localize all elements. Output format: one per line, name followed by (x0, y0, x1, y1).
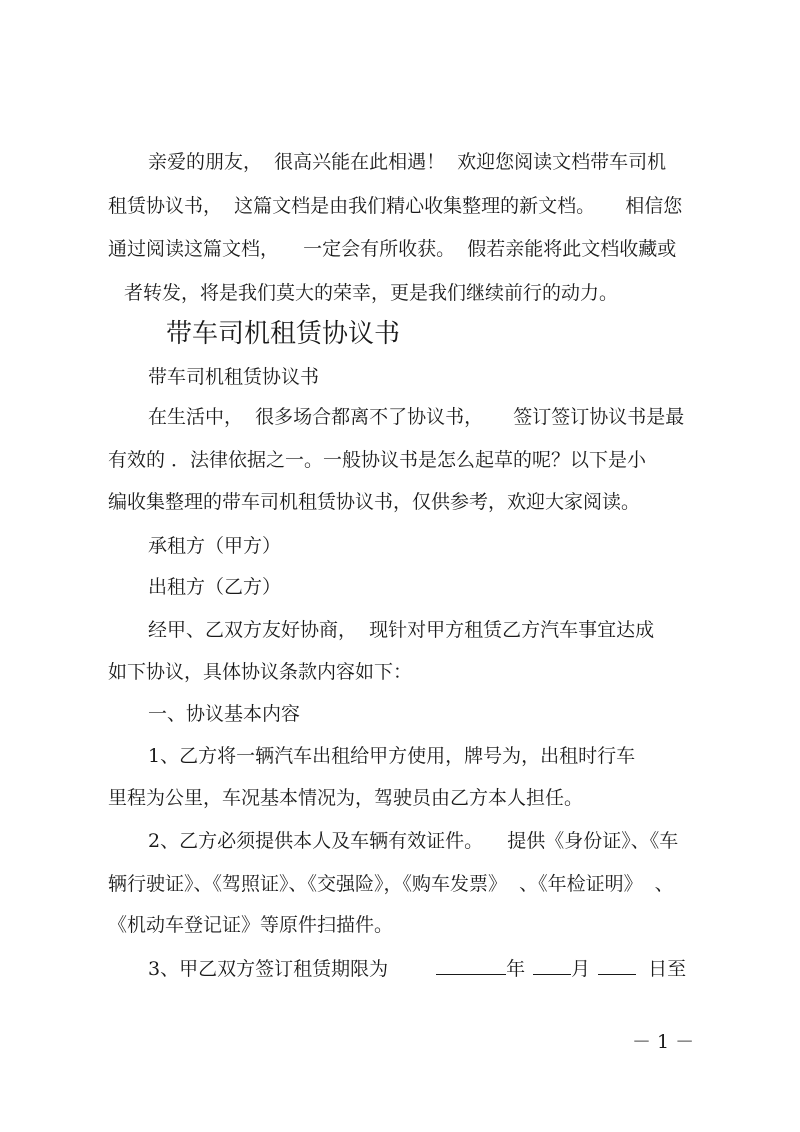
day-blank (598, 956, 636, 975)
day-to-label: 日至 (648, 958, 687, 980)
document-subtitle: 带车司机租赁协议书 (148, 366, 320, 388)
body-line-2: 有效的 ．法律依据之一。一般协议书是怎么起草的呢？以下是小 (108, 449, 647, 471)
clause-3-line (148, 956, 686, 981)
body-line-13: 《机动车登记证》等原件扫描件。 (108, 914, 394, 936)
clause-3-text: 3、甲乙双方签订租赁期限为 (148, 958, 389, 980)
page-number: － 1 － (632, 1031, 695, 1053)
month-label: 月 (571, 958, 591, 980)
body-line-12: 辆行驶证》、《驾照证》、《交强险》，《购车发票》 、《年检证明》 、 (108, 873, 674, 895)
body-line-10: 里程为公里，车况基本情况为，驾驶员由乙方本人担任。 (108, 787, 584, 809)
body-line-7: 如下协议，具体协议条款内容如下： (108, 661, 413, 683)
body-line-11: 2、乙方必须提供本人及车辆有效证件。 提供《身份证》、《车 (148, 830, 679, 852)
body-line-6: 经甲、乙双方友好协商， 现针对甲方租赁乙方汽车事宜达成 (148, 619, 655, 641)
body-line-4: 承租方（甲方） (148, 535, 282, 557)
month-blank (533, 956, 571, 975)
body-line-3: 编收集整理的带车司机租赁协议书，仅供参考，欢迎大家阅读。 (108, 491, 641, 513)
body-line-5: 出租方（乙方） (148, 576, 282, 598)
body-line-8: 一、协议基本内容 (148, 703, 301, 725)
body-line-9: 1、乙方将一辆汽车出租给甲方使用，牌号为，出租时行车 (148, 745, 636, 767)
document-title: 带车司机租赁协议书 (166, 319, 401, 349)
intro-line-4: 者转发，将是我们莫大的荣幸，更是我们继续前行的动力。 (124, 282, 619, 304)
year-blank (436, 956, 506, 975)
body-line-1: 在生活中， 很多场合都离不了协议书， 签订签订协议书是最 (148, 406, 685, 428)
intro-line-3: 通过阅读这篇文档， 一定会有所收获。 假若亲能将此文档收藏或 (108, 238, 677, 260)
intro-line-2: 租赁协议书， 这篇文档是由我们精心收集整理的新文档。 相信您 (108, 195, 683, 217)
year-label: 年 (506, 958, 526, 980)
intro-line-1: 亲爱的朋友， 很高兴能在此相遇！ 欢迎您阅读文档带车司机 (148, 151, 667, 173)
